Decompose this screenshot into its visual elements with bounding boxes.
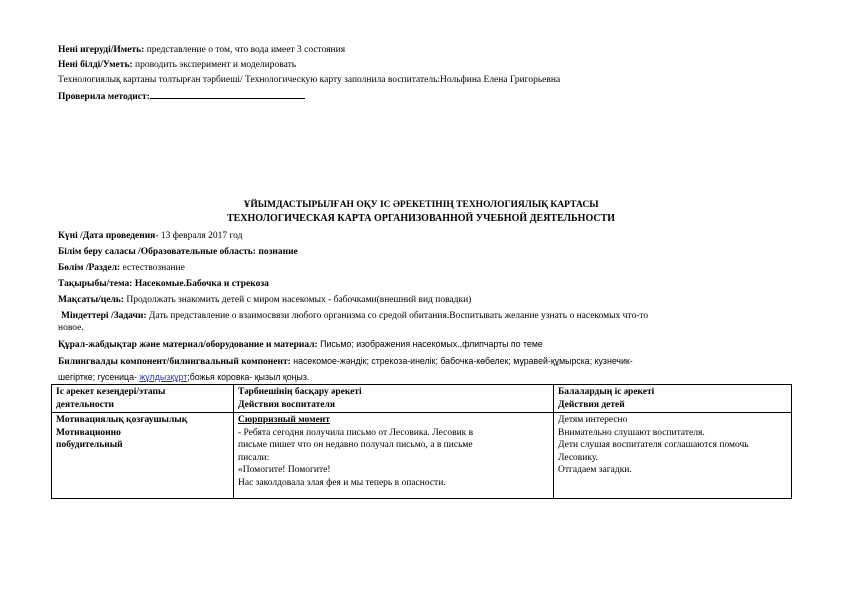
stage-line: побудительный: [56, 440, 123, 450]
materials-label: Құрал-жабдықтар және материал/оборудование и материал:: [58, 340, 318, 350]
teacher-title: Сюрпризный момент: [238, 415, 330, 425]
bilingual-label: Билингвалды компонент/билингвальный компонент:: [58, 357, 291, 367]
stage-cell: [52, 413, 234, 499]
bilingual-line-2: [58, 371, 309, 383]
header-teacher-ru: Действия воспитателя: [238, 399, 335, 410]
able-label: Нені білді/Уметь:: [58, 60, 133, 70]
know-line: [58, 44, 345, 56]
table-header-row: [52, 385, 792, 413]
title-ru: ТЕХНОЛОГИЧЕСКАЯ КАРТА ОРГАНИЗОВАННОЙ УЧЕБНОЙ ДЕЯТЕЛЬНОСТИ: [226, 213, 616, 224]
tasks-label: Міндеттері /Задачи:: [61, 311, 147, 321]
header-stage: [52, 385, 234, 413]
teacher-line: письме пишет что он недавно получал письмо, а в письме: [238, 440, 473, 450]
header-children: [554, 385, 792, 413]
teacher-line: - Ребята сегодня получила письмо от Лесовика. Лесовик в: [238, 427, 474, 438]
bilingual-value-2b: ;божья коровка- қызыл қоңыз.: [187, 372, 310, 382]
know-label: Нені игеруді/Иметь:: [58, 45, 145, 55]
goal-label: Мақсаты/цель:: [58, 295, 124, 305]
date-line: [58, 230, 242, 242]
signature-blank: [150, 89, 305, 99]
header-teacher-kz: Тәрбиешінің басқару әрекеті: [238, 387, 362, 397]
stage-line: Мотивационно: [56, 427, 121, 438]
topic-line: [58, 278, 269, 290]
children-line: Дети слушая воспитателя соглашаются помочь: [558, 440, 749, 450]
teacher-line: Нас заколдовала злая фея и мы теперь в опасности.: [238, 477, 446, 488]
tasks-line-2: [58, 322, 84, 334]
bilingual-value-1: насекомое-жәндік; стрекоза-инелік; бабочка-көбелек; муравей-құмырска; кузнечик-: [290, 356, 633, 366]
teacher-line: «Помогите! Помогите!: [238, 465, 331, 475]
tasks-line-1: [61, 310, 648, 322]
goal-line: [58, 294, 471, 306]
children-cell: [554, 413, 792, 499]
date-label: Күні /Дата проведения: [58, 231, 156, 241]
section-label: Бөлім /Раздел:: [58, 263, 121, 273]
know-value: представление о том, что вода имеет 3 состояния: [144, 45, 346, 55]
filled-by-line: [58, 74, 560, 86]
table-row: [52, 413, 792, 499]
stage-line: Мотивациялық қозғаушылық: [56, 415, 188, 425]
tasks-value-2: новое.: [58, 323, 84, 333]
activity-table: [51, 384, 792, 499]
header-children-kz: Балалардың іс әрекеті: [558, 387, 655, 397]
topic-label: Тақырыбы/тема: Насекомые.Бабочка и стрекоза: [58, 279, 269, 289]
header-teacher: [234, 385, 554, 413]
bilingual-line-1: [58, 355, 633, 368]
header-children-ru: Действия детей: [558, 399, 625, 410]
goal-value: Продолжать знакомить детей с миром насекомых - бабочками(внешний вид повадки): [123, 295, 472, 305]
children-line: Детям интересно: [558, 415, 628, 425]
section-value: естествознание: [120, 263, 185, 273]
checked-label: Проверила методист:: [58, 92, 150, 102]
children-line: Отгадаем загадки.: [558, 465, 632, 475]
teacher-line: писали:: [238, 452, 270, 463]
able-value: проводить эксперимент и моделировать: [132, 60, 297, 70]
date-value: - 13 февраля 2017 год: [155, 231, 243, 241]
children-line: Внимательно слушают воспитателя.: [558, 427, 705, 438]
able-line: [58, 59, 296, 71]
area-label: Білім беру саласы /Образовательные область: познание: [58, 247, 298, 257]
header-stage-ru: деятельности: [56, 399, 114, 410]
materials-line: [58, 338, 543, 351]
materials-value: Письмо; изображения насекомых.,флипчарты по теме: [317, 339, 543, 349]
header-stage-kz: Іс әрекет кезеңдері/этапы: [56, 387, 166, 397]
area-line: [58, 246, 298, 258]
bilingual-link[interactable]: жұлдызқұрт: [139, 372, 188, 382]
teacher-cell: [234, 413, 554, 499]
checked-line: [58, 89, 305, 103]
children-line: Лесовику.: [558, 452, 599, 463]
bilingual-value-2a: шегірткe; гусеница-: [58, 372, 140, 382]
section-line: [58, 262, 185, 274]
title-kz: ҰЙЫМДАСТЫРЫЛҒАН ОҚУ ІС ӘРЕКЕТІНІҢ ТЕХНОЛОГИЯЛЫҚ КАРТАСЫ: [243, 200, 599, 210]
tasks-value-1: Дать представление о взаимосвязи любого организма со средой обитания.Воспитывать желание узнать о насекомых что-то: [146, 311, 649, 321]
filled-by-text: Технологиялық картаны толтырған тәрбиеші/ Технологическую карту заполнила воспитатель:Нольфина Елена Григорьевна: [58, 75, 561, 85]
